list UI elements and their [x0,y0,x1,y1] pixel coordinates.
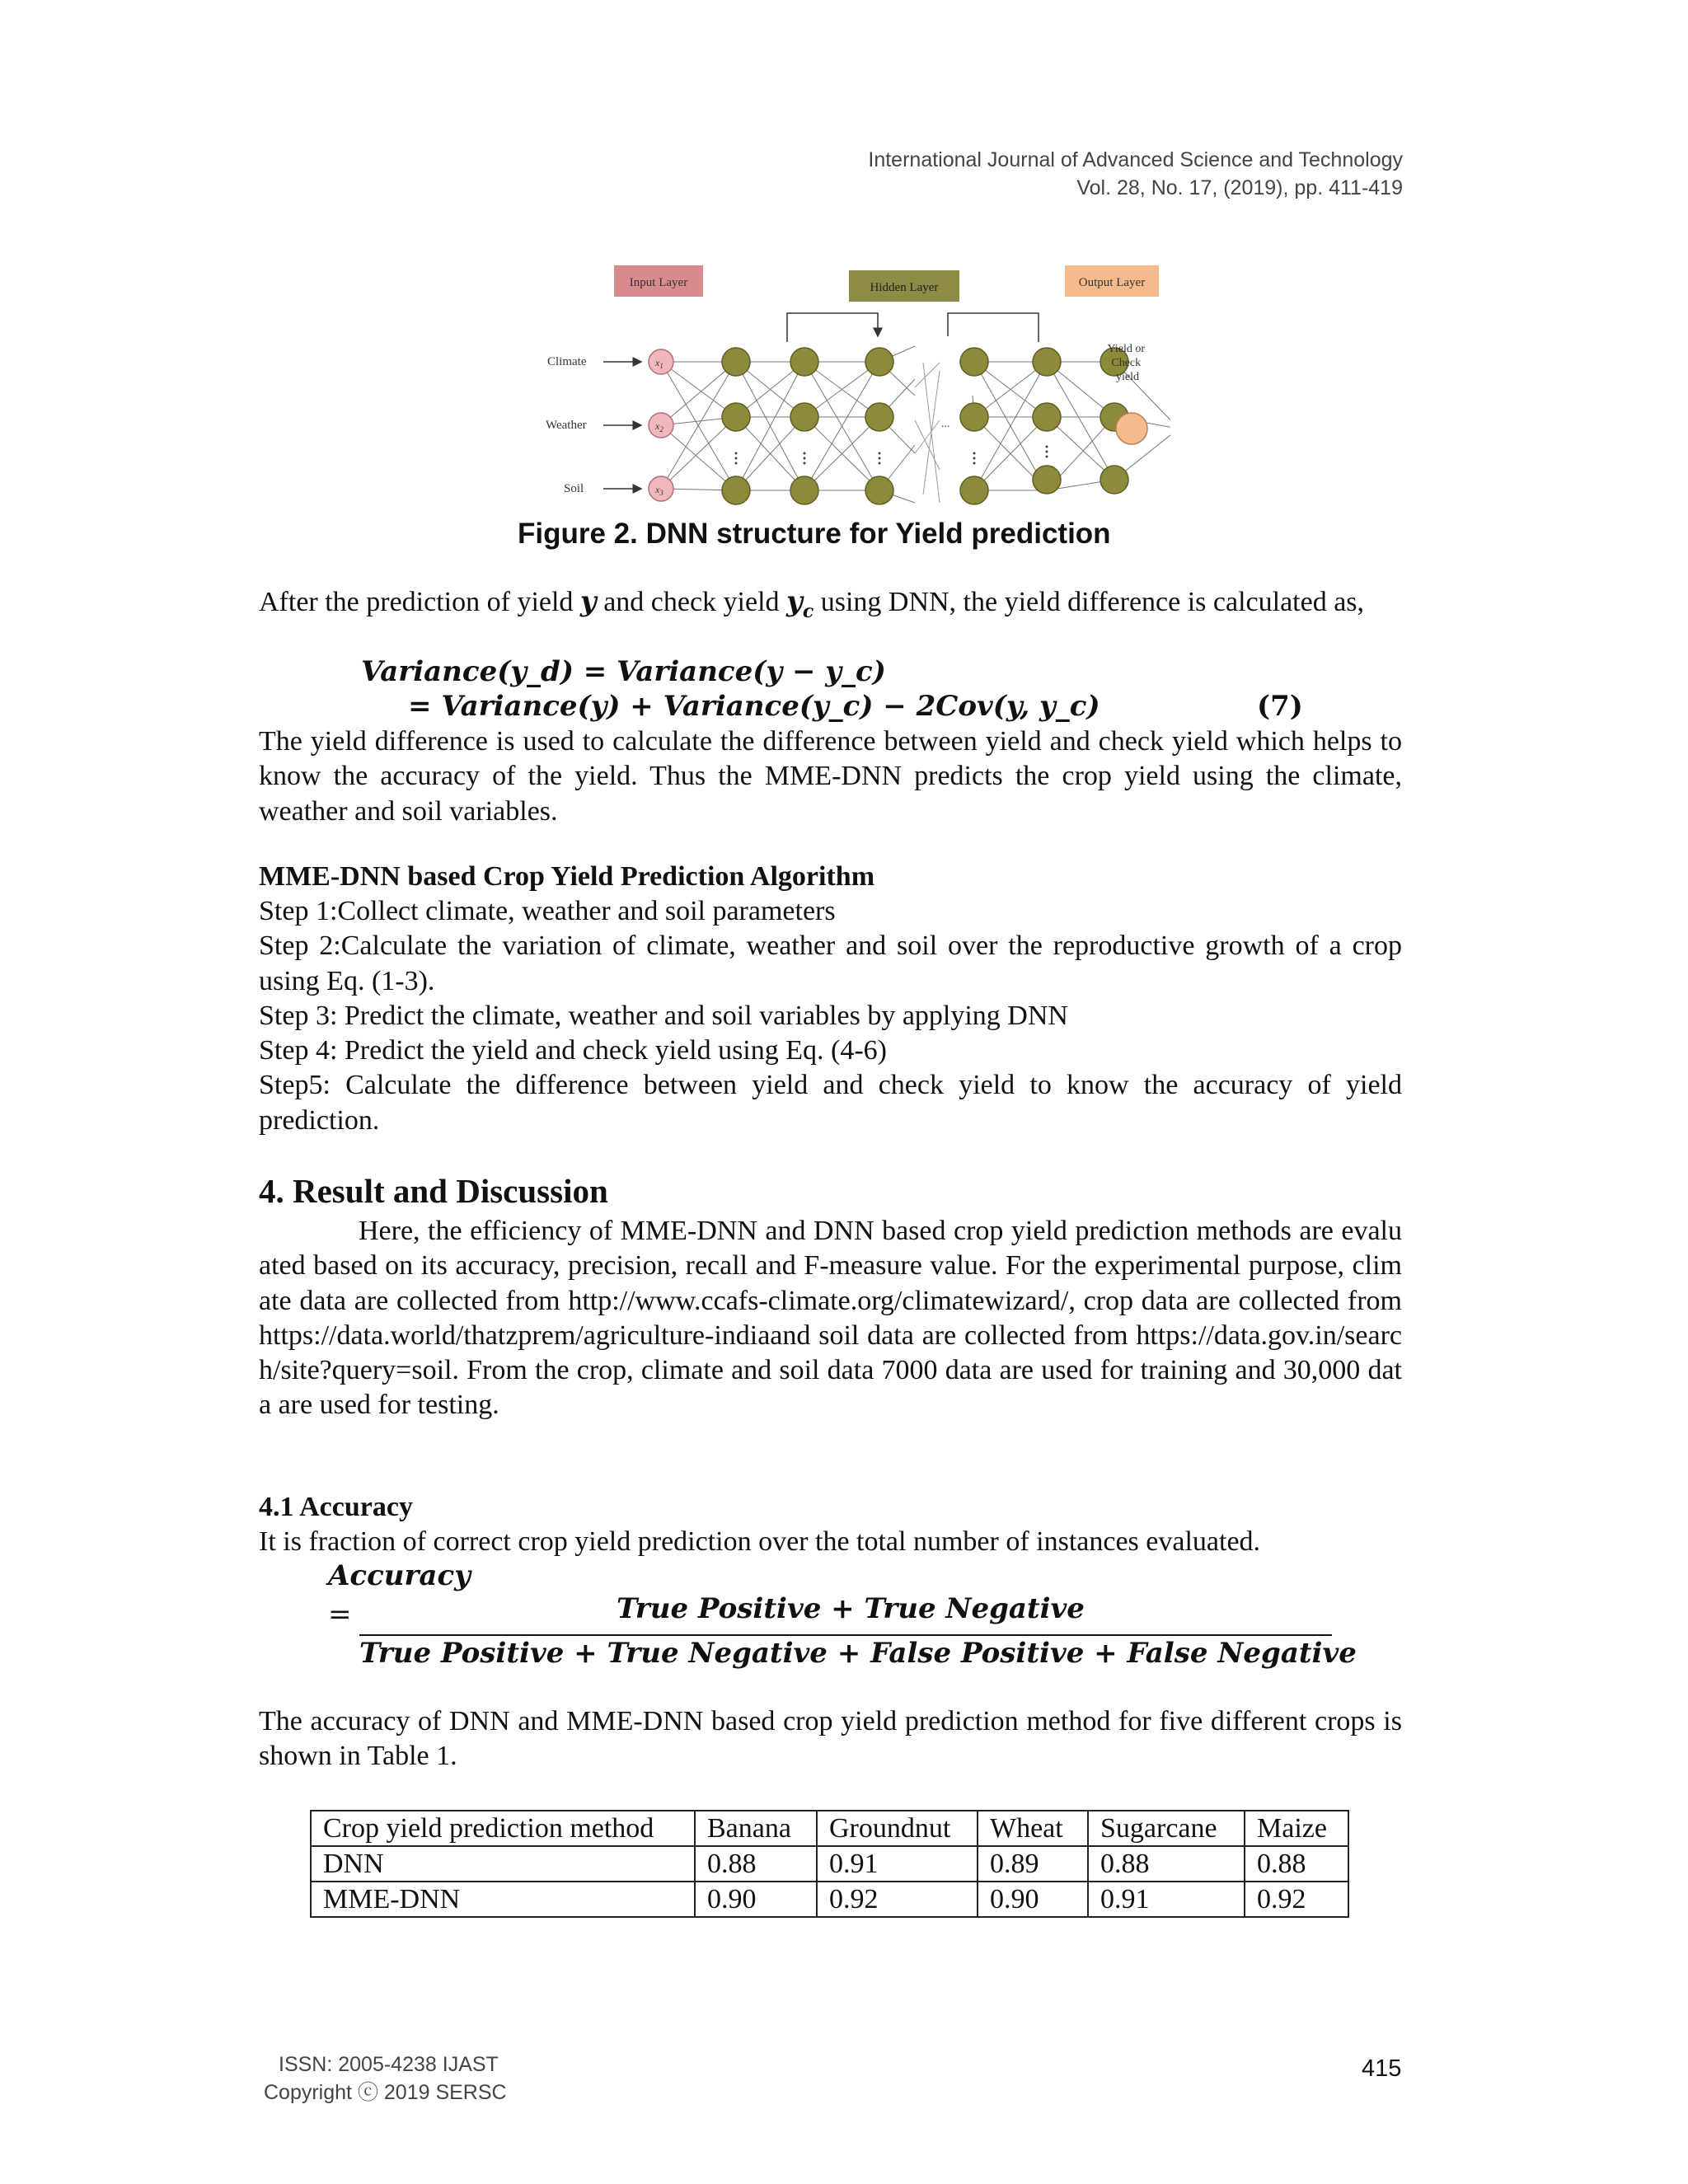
accuracy-denominator: True Positive + True Negative + False Positive + False Negative [359,1637,1357,1670]
equation-7-line1: Variance(y_d) = Variance(y − y_c) [361,655,886,688]
page-number: 415 [1362,2055,1402,2082]
weather-label: Weather [546,419,587,432]
algorithm-step-3: Step 3: Predict the climate, weather and soil variables by applying DNN [259,1000,1068,1031]
footer-issn: ISSN: 2005-4238 IJAST [279,2053,499,2076]
cell-wheat: 0.89 [978,1846,1088,1882]
header-banana: Banana [695,1811,817,1846]
table-row [311,1846,1348,1882]
header-maize: Maize [1245,1811,1348,1846]
x2-sub: 2 [659,425,663,434]
figure-caption: Figure 2. DNN structure for Yield prediction [518,518,1111,550]
cell-groundnut: 0.91 [817,1846,978,1882]
table-intro-paragraph: The accuracy of DNN and MME-DNN based crop yield prediction method for five different crops is shown in Table 1. [259,1706,1402,1772]
soil-label: Soil [564,482,584,495]
x2-label: x [655,420,660,432]
journal-title: International Journal of Advanced Science and Technology [868,148,1403,171]
cell-groundnut: 0.92 [817,1882,978,1917]
yield-difference-paragraph: The yield difference is used to calculate the difference between yield and check yield which helps to know the accuracy of the yield. Thus the MME-DNN predicts the crop yield using the climate, weather and soil variables. [259,726,1402,827]
header-groundnut: Groundnut [817,1811,978,1846]
algorithm-step-5: Step5: Calculate the difference between yield and check yield to know the accuracy of yield prediction. [259,1070,1402,1136]
accuracy-equals: = [328,1598,352,1631]
var-yc: $y_c$ [786,585,814,622]
table-row [311,1882,1348,1917]
equation-7-line2: = Variance(y) + Variance(y_c) − 2Cov(y, y_c) [408,690,1100,723]
accuracy-lhs: Accuracy [328,1559,471,1592]
section-4-1-heading: 4.1 Accuracy [259,1492,413,1522]
climate-label: Climate [547,355,587,368]
section-4-heading: 4. Result and Discussion [259,1172,608,1210]
intro-paragraph: After the prediction of yield y and check yield $y_c$ using DNN, the yield difference is calculated as, [259,585,1365,622]
algorithm-step-1: Step 1:Collect climate, weather and soil parameters [259,896,836,926]
cell-wheat: 0.90 [978,1882,1088,1917]
cell-banana: 0.90 [695,1882,817,1917]
section-4-paragraph: Here, the efficiency of MME-DNN and DNN based crop yield prediction methods are evaluated based on its accuracy, precision, recall and F-measure value. For the experimental purpose, climate data are collected from http://www.ccafs-climate.org/climatewizard/, crop data are collected from https://data.world/thatzprem/agriculture-indiaand soil data are collected from https://data.gov.in/search/site?query=soil. From the crop, climate and soil data 7000 data are used for training and 30,000 data are used for testing. [259,1216,1402,1421]
output-layer-label: Output Layer [1078,276,1146,289]
footer-copyright: Copyright ⓒ 2019 SERSC [264,2081,507,2104]
x3-label: x [655,484,660,495]
hidden-layer-label: Hidden Layer [870,281,939,294]
header-sugarcane: Sugarcane [1088,1811,1245,1846]
journal-header [868,146,1403,202]
x1-label: x [655,357,660,368]
header-wheat: Wheat [978,1811,1088,1846]
accuracy-table [310,1810,1349,1918]
dnn-structure-figure [528,255,1170,519]
journal-volume: Vol. 28, No. 17, (2019), pp. 411-419 [1076,176,1403,199]
hidden-bracket-right [948,313,1039,342]
algorithm-title: MME-DNN based Crop Yield Prediction Algorithm [259,861,875,892]
var-y: y [579,585,597,618]
input-layer-label: Input Layer [629,276,688,289]
table-header-row [311,1811,1348,1846]
cell-maize: 0.88 [1245,1846,1348,1882]
cell-sugarcane: 0.91 [1088,1882,1245,1917]
algorithm-step-2: Step 2:Calculate the variation of climate, weather and soil over the reproductive growth of a crop using Eq. (1-3). [259,930,1402,996]
horizontal-ellipsis: ... [941,418,950,430]
cell-method: DNN [311,1846,695,1882]
x1-sub: 1 [659,362,663,370]
equation-7-number: (7) [1257,690,1303,723]
cell-method: MME-DNN [311,1882,695,1917]
output-yield-label: Yield or Check yield [1107,343,1145,383]
cell-banana: 0.88 [695,1846,817,1882]
accuracy-definition: It is fraction of correct crop yield prediction over the total number of instances evaluated. [259,1526,1261,1557]
fraction-bar [359,1634,1332,1636]
header-method: Crop yield prediction method [311,1811,695,1846]
footer-issn-block [264,2050,507,2107]
x3-sub: 3 [659,489,663,497]
hidden-bracket-left [787,313,878,342]
algorithm-step-4: Step 4: Predict the yield and check yield using Eq. (4-6) [259,1035,887,1066]
output-node [1116,413,1147,444]
algorithm-steps [259,894,1402,1138]
cell-sugarcane: 0.88 [1088,1846,1245,1882]
accuracy-numerator: True Positive + True Negative [617,1592,1085,1625]
cell-maize: 0.92 [1245,1882,1348,1917]
